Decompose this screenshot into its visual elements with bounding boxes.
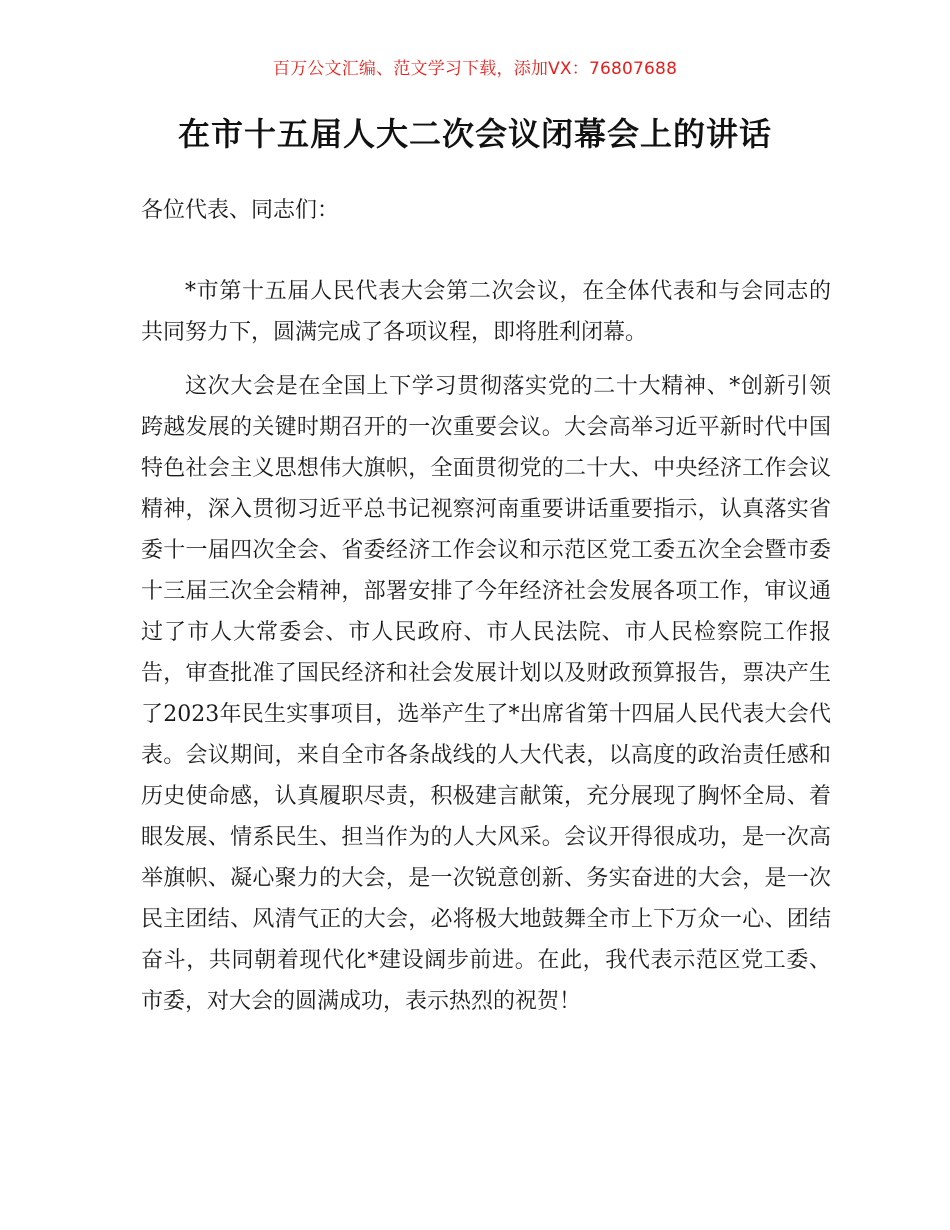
salutation: 各位代表、同志们： (141, 198, 340, 223)
body-paragraph-1-block (141, 271, 831, 353)
body-paragraph: *市第十五届人民代表大会第二次会议，在全体代表和与会同志的共同努力下，圆满完成了各项议程，即将胜利闭幕。 (141, 279, 831, 345)
document-title: 在市十五届人大二次会议闭幕会上的讲话 (177, 115, 772, 153)
body-paragraph-2-block (141, 366, 831, 1022)
watermark-header: 百万公文汇编、范文学习下载，添加VX：76807688 (272, 59, 678, 79)
body-paragraph: 这次大会是在全国上下学习贯彻落实党的二十大精神、*创新引领跨越发展的关键时期召开的一次重要会议。大会高举习近平新时代中国特色社会主义思想伟大旗帜，全面贯彻党的二十大、中央经济工作会议精神，深入贯彻习近平总书记视察河南重要讲话重要指示，认真落实省委十一届四次全会、省委经济工作会议和示范区党工委五次全会暨市委十三届三次全会精神，部署安排了今年经济社会发展各项工作，审议通过了市人大常委会、市人民政府、市人民法院、市人民检察院工作报告，审查批准了国民经济和社会发展计划以及财政预算报告，票决产生了2023年民生实事项目，选举产生了*出席省第十四届人民代表大会代表。会议期间，来自全市各条战线的人大代表，以高度的政治责任感和历史使命感，认真履职尽责，积极建言献策，充分展现了胸怀全局、着眼发展、情系民生、担当作为的人大风采。会议开得很成功，是一次高举旗帜、凝心聚力的大会，是一次锐意创新、务实奋进的大会，是一次民主团结、风清气正的大会，必将极大地鼓舞全市上下万众一心、团结奋斗，共同朝着现代化*建设阔步前进。在此，我代表示范区党工委、市委，对大会的圆满成功，表示热烈的祝贺！ (141, 374, 831, 1014)
